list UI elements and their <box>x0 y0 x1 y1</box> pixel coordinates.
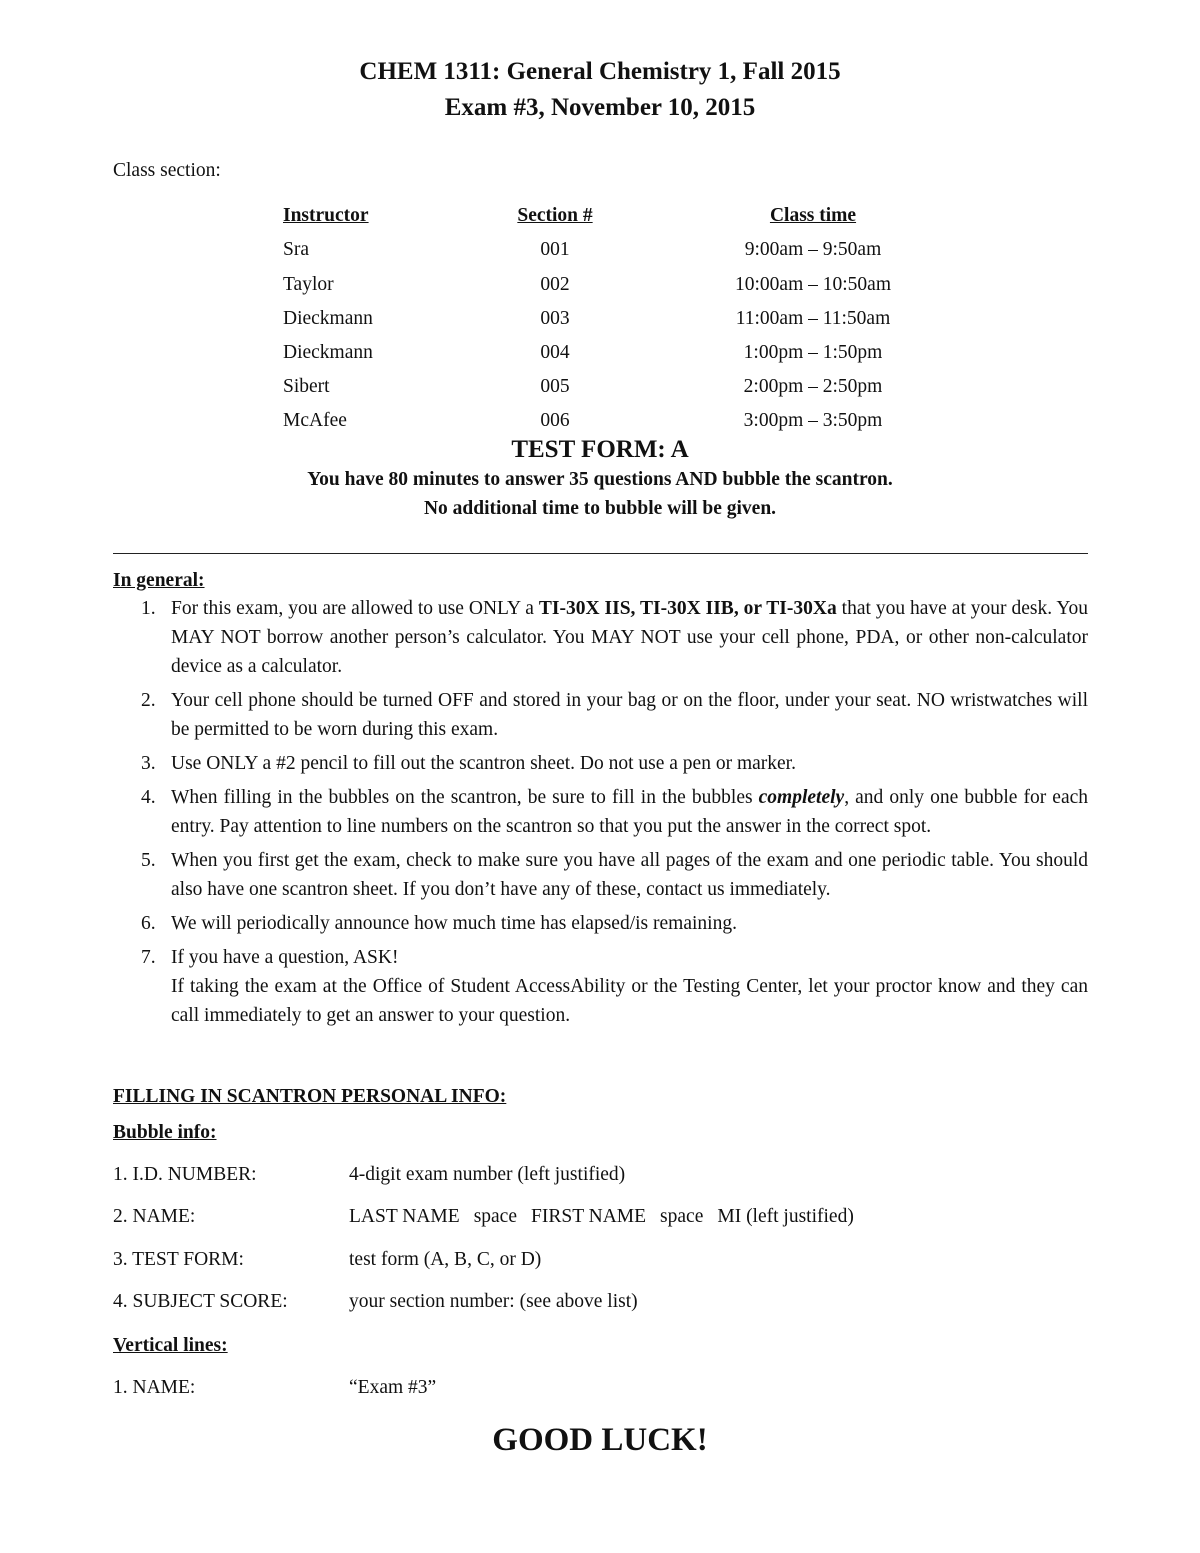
table-header-section: Section # <box>517 205 593 226</box>
table-cell-time: 1:00pm – 1:50pm <box>743 342 883 363</box>
rule-text: If you have a question, ASK! <box>171 947 399 968</box>
vertical-lines-heading: Vertical lines: <box>113 1335 228 1356</box>
table-cell-section: 005 <box>540 376 570 397</box>
rule-number: 5. <box>141 850 156 871</box>
scantron-heading: FILLING IN SCANTRON PERSONAL INFO: <box>113 1086 507 1107</box>
rule-number: 4. <box>141 787 156 808</box>
table-cell-instructor: McAfee <box>283 410 347 431</box>
rule-text-cont: If taking the exam at the Office of Student AccessAbility or the Testing Center, let your proctor know and they can call immediately to get an answer to your question. <box>171 976 1088 1026</box>
info-value: “Exam #3” <box>349 1377 437 1398</box>
info-value: test form (A, B, C, or D) <box>349 1249 542 1270</box>
name-part: space <box>473 1206 517 1227</box>
table-header-class-time: Class time <box>769 205 857 226</box>
rule-text-cont: , and only one bubble for each entry. Pay attention to line numbers on the scantron so that you put the answer in the correct spot. <box>171 787 1089 837</box>
test-form-heading: TEST FORM: A <box>511 436 689 463</box>
list-item <box>113 749 1088 778</box>
list-item <box>113 846 1088 904</box>
list-item <box>113 943 1088 1030</box>
rule-text: When you first get the exam, check to make sure you have all pages of the exam and one periodic table. You should also have one scantron sheet. If you don’t have any of these, contact us immediately. <box>171 850 1088 900</box>
name-part: LAST NAME <box>349 1206 460 1227</box>
list-item <box>113 783 1088 841</box>
table-cell-section: 002 <box>540 274 570 295</box>
rule-text: Your cell phone should be turned OFF and stored in your bag or on the floor, under your seat. NO wristwatches will be permitted to be worn during this exam. <box>171 690 1088 740</box>
table-cell-section: 003 <box>540 308 570 329</box>
exam-course-title: CHEM 1311: General Chemistry 1, Fall 2015 <box>359 58 841 85</box>
rule-number: 2. <box>141 690 156 711</box>
emphasis-completely: completely <box>758 787 845 808</box>
table-cell-instructor: Dieckmann <box>283 342 373 363</box>
info-value <box>349 1206 854 1228</box>
table-cell-instructor: Sibert <box>283 376 330 397</box>
table-cell-section: 004 <box>540 342 570 363</box>
table-cell-instructor: Taylor <box>283 274 334 295</box>
rule-text-cont: that you have at your desk. You MAY NOT borrow another person’s calculator. You MAY NOT use your cell phone, PDA, or other non-calculator device as a calculator. <box>171 598 1088 677</box>
rule-number: 7. <box>141 947 156 968</box>
rule-number: 1. <box>141 598 156 619</box>
info-value: 4-digit exam number (left justified) <box>349 1164 626 1185</box>
in-general-heading: In general: <box>113 570 205 591</box>
rule-number: 3. <box>141 753 156 774</box>
name-part: space <box>660 1206 704 1227</box>
list-item <box>113 686 1088 744</box>
rule-text: We will periodically announce how much time has elapsed/is remaining. <box>171 913 737 934</box>
section-divider <box>113 553 1088 554</box>
name-part: FIRST NAME <box>531 1206 647 1227</box>
rule-text: When filling in the bubbles on the scantron, be sure to fill in the bubbles <box>171 787 759 808</box>
info-label: 3. TEST FORM: <box>113 1249 244 1270</box>
info-value: your section number: (see above list) <box>349 1291 638 1312</box>
table-cell-time: 10:00am – 10:50am <box>735 274 891 295</box>
bubble-info-heading: Bubble info: <box>113 1122 217 1143</box>
list-item <box>113 594 1088 681</box>
exam-date-title: Exam #3, November 10, 2015 <box>444 94 756 121</box>
closing-good-luck: GOOD LUCK! <box>492 1422 708 1458</box>
info-label: 1. I.D. NUMBER: <box>113 1164 257 1185</box>
table-cell-time: 11:00am – 11:50am <box>735 308 891 329</box>
time-notice-line1: You have 80 minutes to answer 35 questions AND bubble the scantron. <box>307 469 893 490</box>
info-label: 1. NAME: <box>113 1377 196 1398</box>
table-cell-section: 001 <box>540 239 570 260</box>
table-cell-section: 006 <box>540 410 570 431</box>
table-cell-time: 2:00pm – 2:50pm <box>743 376 883 397</box>
rule-text: For this exam, you are allowed to use ONLY a <box>171 598 539 619</box>
class-section-label: Class section: <box>113 160 221 181</box>
exam-rules-list <box>113 594 1088 1030</box>
info-label: 2. NAME: <box>113 1206 196 1227</box>
table-cell-time: 9:00am – 9:50am <box>744 239 882 260</box>
table-cell-instructor: Sra <box>283 239 309 260</box>
rule-number: 6. <box>141 913 156 934</box>
table-header-instructor: Instructor <box>283 205 369 226</box>
table-cell-time: 3:00pm – 3:50pm <box>743 410 883 431</box>
table-cell-instructor: Dieckmann <box>283 308 373 329</box>
name-part: MI (left justified) <box>717 1206 854 1227</box>
calculator-models: TI-30X IIS, TI-30X IIB, or TI-30Xa <box>538 598 837 619</box>
info-label: 4. SUBJECT SCORE: <box>113 1291 288 1312</box>
time-notice-line2: No additional time to bubble will be given. <box>423 498 777 519</box>
rule-text: Use ONLY a #2 pencil to fill out the scantron sheet. Do not use a pen or marker. <box>171 753 796 774</box>
list-item <box>113 909 1088 938</box>
